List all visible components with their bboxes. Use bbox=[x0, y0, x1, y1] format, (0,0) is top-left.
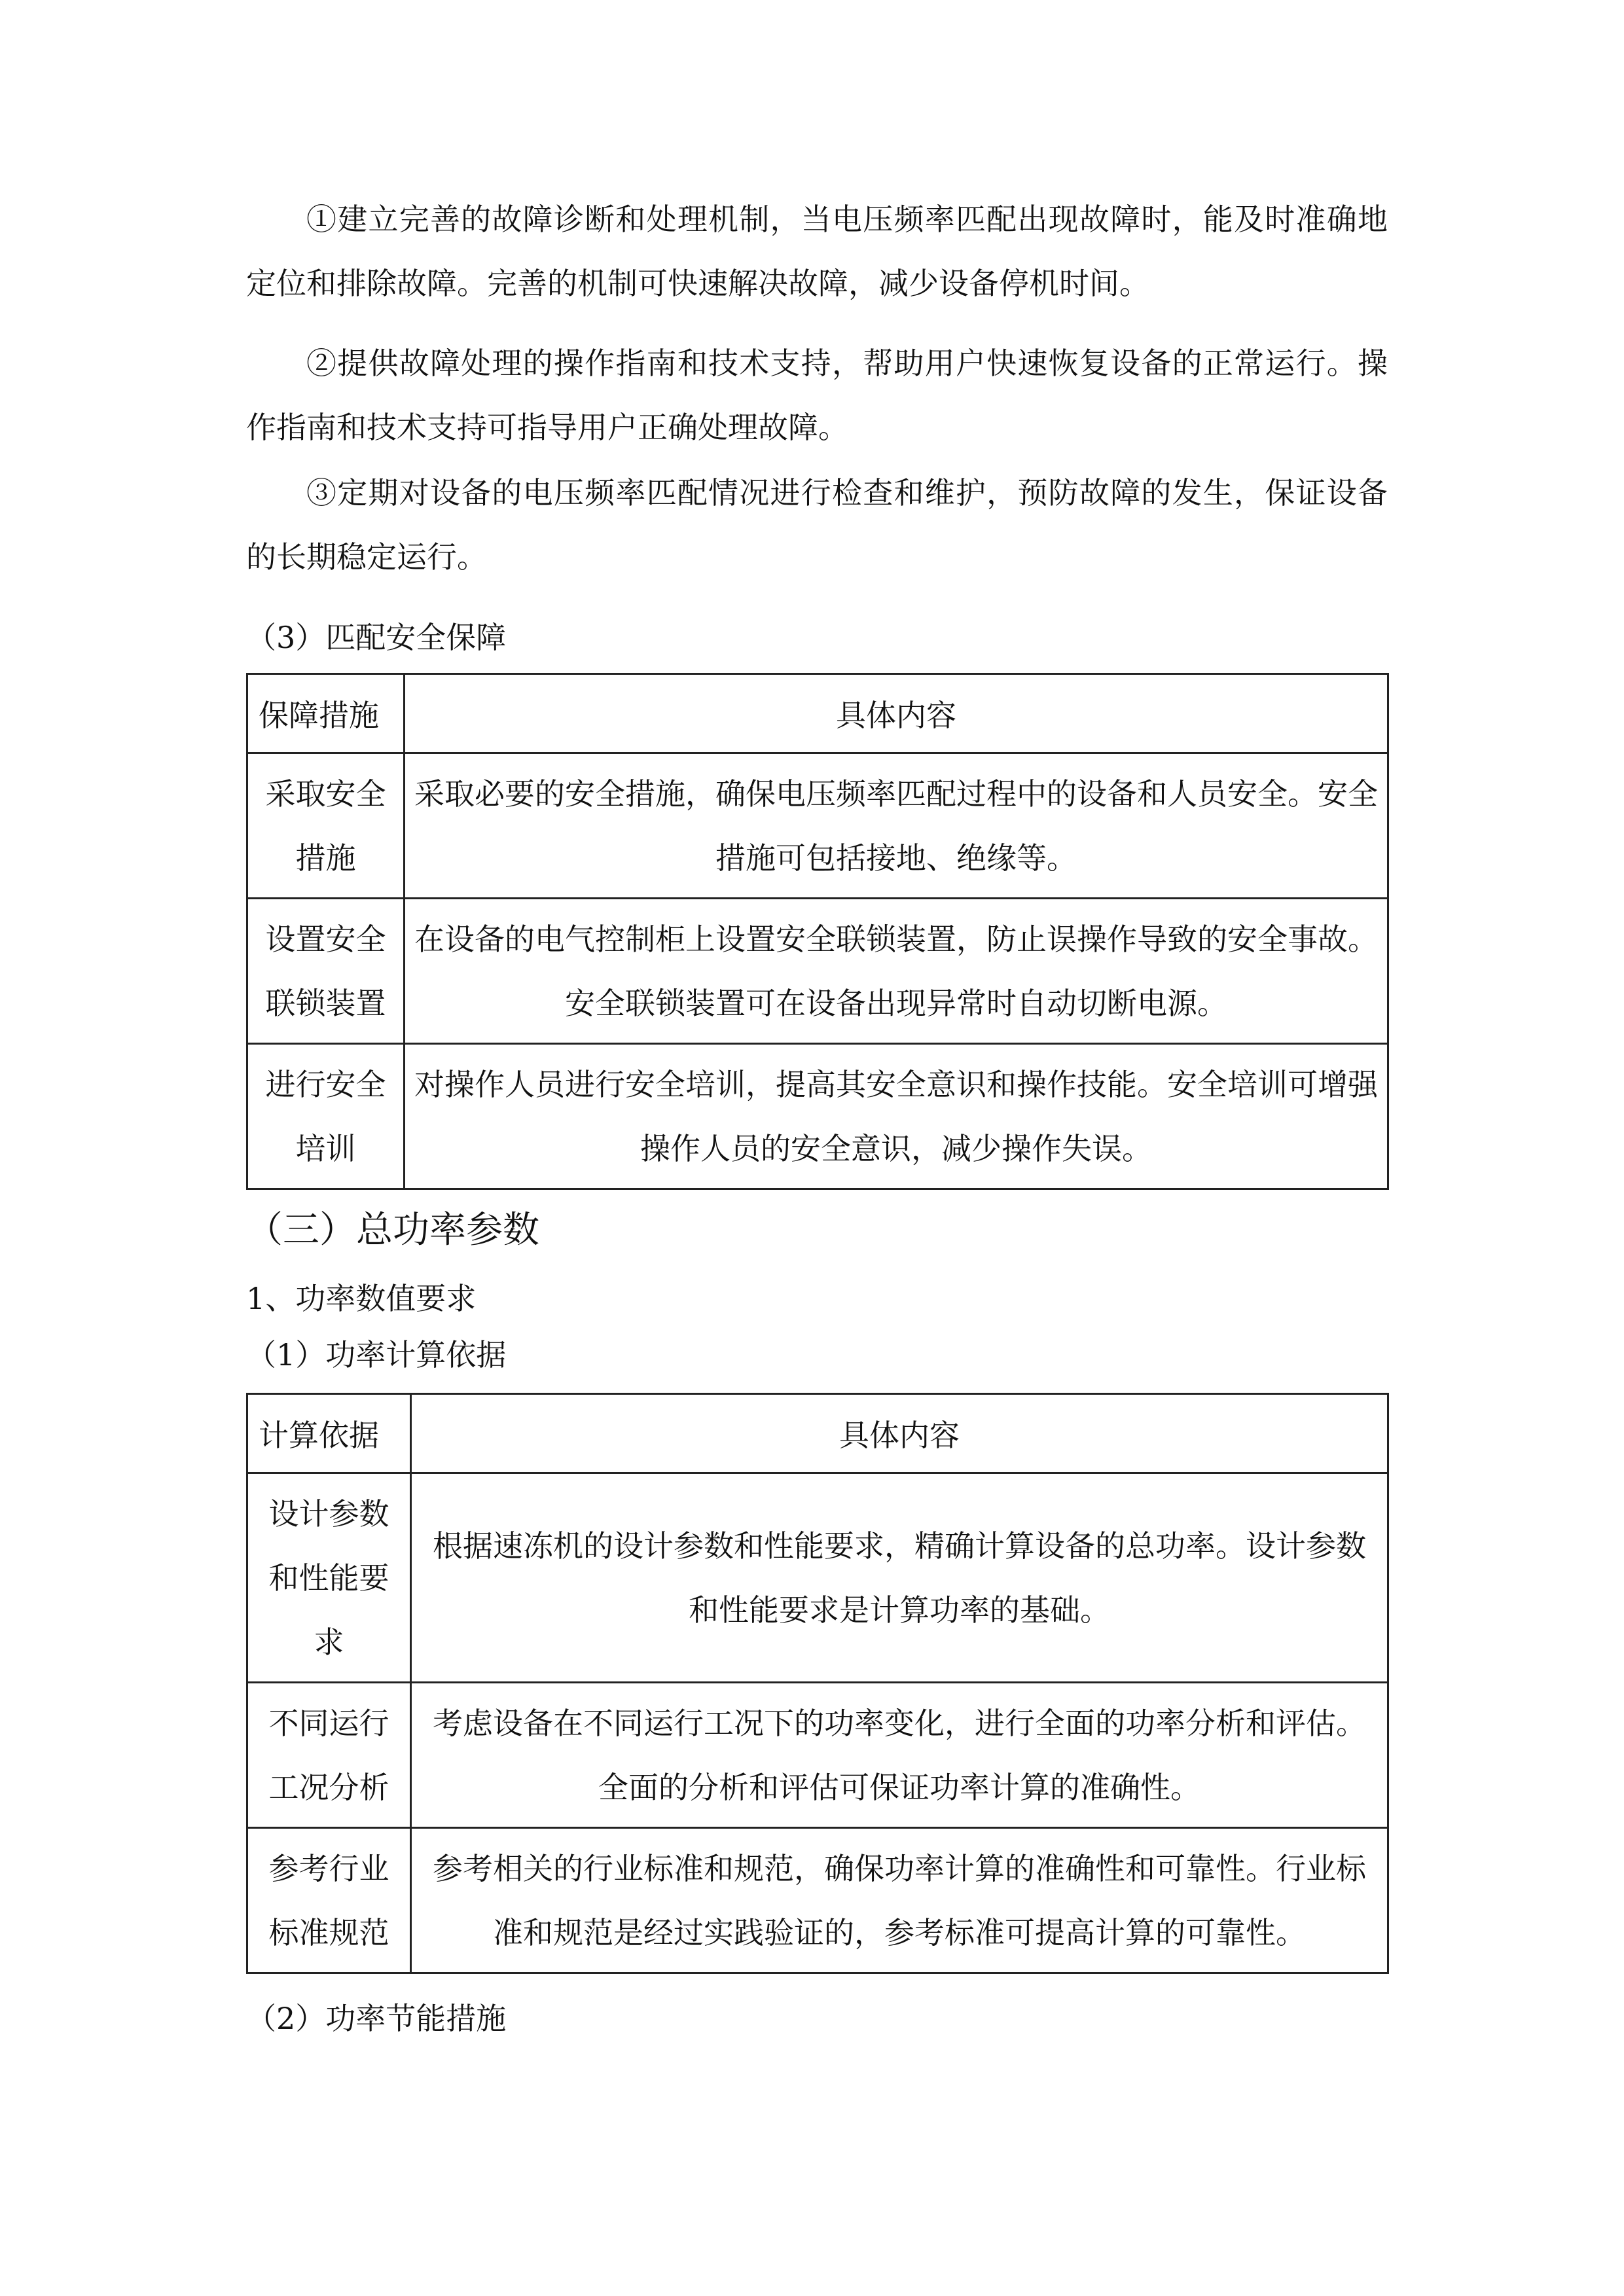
row-label: 参考行业标准规范 bbox=[247, 1828, 411, 1973]
section-heading-safety: （3）匹配安全保障 bbox=[246, 620, 507, 655]
row-content: 采取必要的安全措施，确保电压频率匹配过程中的设备和人员安全。安全措施可包括接地、绝缘等。 bbox=[405, 753, 1388, 899]
row-label: 不同运行工况分析 bbox=[247, 1683, 411, 1828]
row-label: 设计参数和性能要求 bbox=[247, 1473, 411, 1683]
subsection-title: 1、功率数值要求 bbox=[246, 1281, 477, 1316]
power-table bbox=[246, 1393, 1389, 1974]
section-heading-power-saving: （2）功率节能措施 bbox=[246, 2001, 507, 2036]
row-label: 设置安全联锁装置 bbox=[247, 899, 405, 1044]
row-content: 根据速冻机的设计参数和性能要求，精确计算设备的总功率。设计参数和性能要求是计算功率的基础。 bbox=[411, 1473, 1388, 1683]
table-header-content: 具体内容 bbox=[405, 674, 1388, 753]
table-row bbox=[247, 1683, 1388, 1828]
table-header-content: 具体内容 bbox=[411, 1394, 1388, 1473]
row-label: 进行安全培训 bbox=[247, 1044, 405, 1189]
paragraph-2: ②提供故障处理的操作指南和技术支持，帮助用户快速恢复设备的正常运行。操作指南和技术支持可指导用户正确处理故障。 bbox=[246, 346, 1388, 445]
table-row bbox=[247, 899, 1388, 1044]
table-row bbox=[247, 1044, 1388, 1189]
table-header-row bbox=[247, 1394, 1388, 1473]
table-row bbox=[247, 753, 1388, 899]
row-content: 参考相关的行业标准和规范，确保功率计算的准确性和可靠性。行业标准和规范是经过实践验证的，参考标准可提高计算的可靠性。 bbox=[411, 1828, 1388, 1973]
row-label: 采取安全措施 bbox=[247, 753, 405, 899]
table-header-basis: 计算依据 bbox=[247, 1394, 411, 1473]
paragraph-1: ①建立完善的故障诊断和处理机制，当电压频率匹配出现故障时，能及时准确地定位和排除故障。完善的机制可快速解决故障，减少设备停机时间。 bbox=[246, 202, 1388, 301]
section-title-power: （三）总功率参数 bbox=[246, 1209, 539, 1251]
row-content: 在设备的电气控制柜上设置安全联锁装置，防止误操作导致的安全事故。安全联锁装置可在设备出现异常时自动切断电源。 bbox=[405, 899, 1388, 1044]
paragraph-3: ③定期对设备的电压频率匹配情况进行检查和维护，预防故障的发生，保证设备的长期稳定运行。 bbox=[246, 475, 1388, 575]
table-header-measure: 保障措施 bbox=[247, 674, 405, 753]
row-content: 对操作人员进行安全培训，提高其安全意识和操作技能。安全培训可增强操作人员的安全意识，减少操作失误。 bbox=[405, 1044, 1388, 1189]
table-header-row bbox=[247, 674, 1388, 753]
table-row bbox=[247, 1828, 1388, 1973]
section-heading-power-basis: （1）功率计算依据 bbox=[246, 1337, 507, 1372]
row-content: 考虑设备在不同运行工况下的功率变化，进行全面的功率分析和评估。全面的分析和评估可保证功率计算的准确性。 bbox=[411, 1683, 1388, 1828]
table-row bbox=[247, 1473, 1388, 1683]
safety-table bbox=[246, 673, 1389, 1190]
